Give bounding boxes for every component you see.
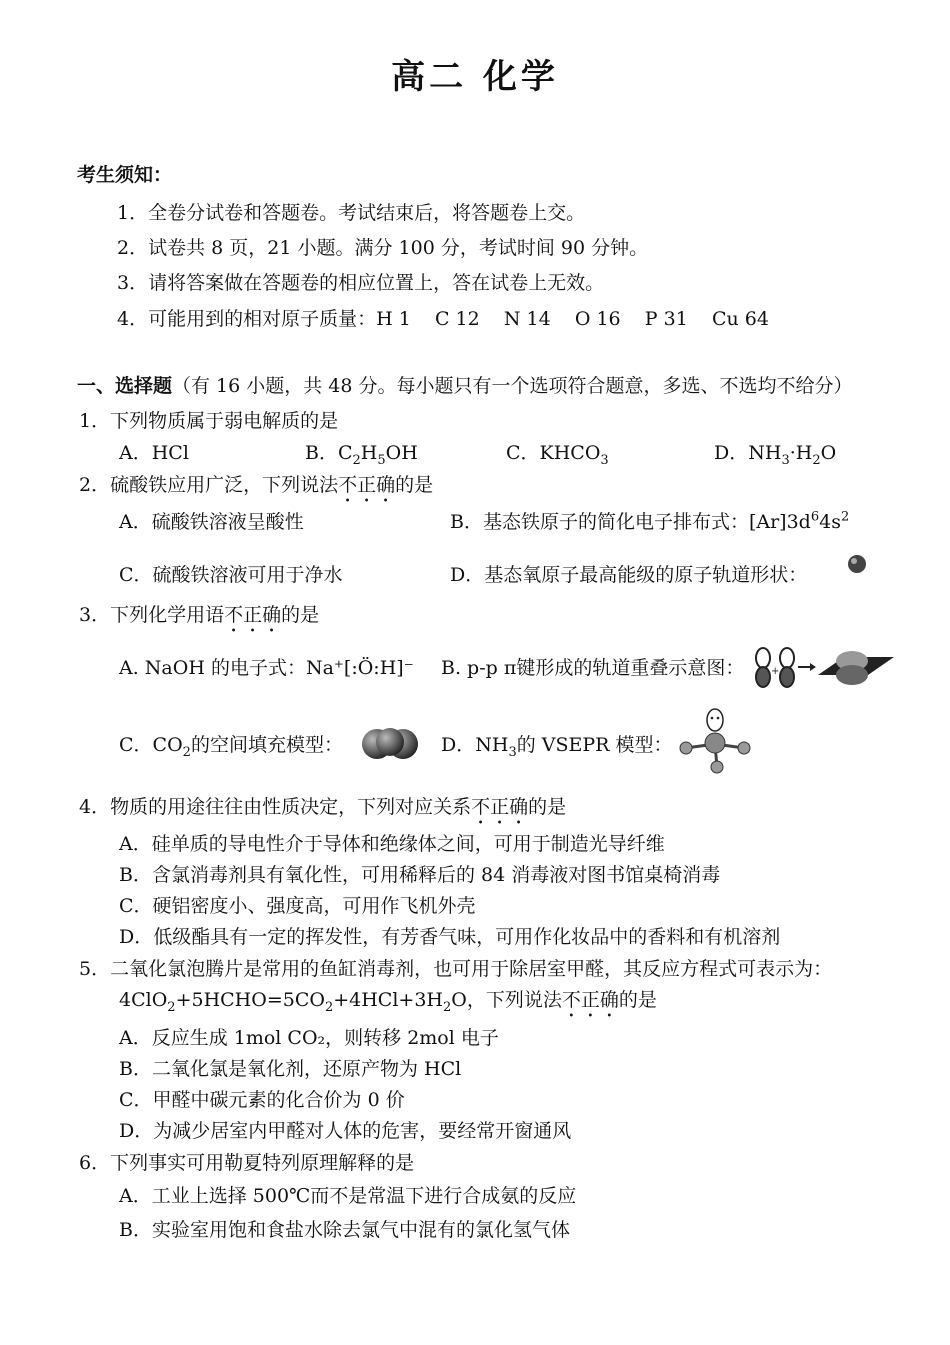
question-stem [79,603,319,637]
question-stem [79,795,566,829]
question-stem: 5．二氧化氯泡腾片是常用的鱼缸消毒剂，也可用于除居室甲醛，其反应方程式可表示为： [79,958,833,980]
option-b-prefix: B．C [305,442,353,464]
section-label: 一、选择题 [77,375,173,397]
emphasis-text: 不正确 [338,474,396,496]
option-b-prefix: B．基态铁原子的简化电子排布式：[Ar]3d [450,511,811,533]
notice-item: 2．试卷共 8 页，21 小题。满分 100 分，考试时间 90 分钟。 [117,237,649,259]
option-c: C．甲醛中碳元素的化合价为 0 价 [119,1089,405,1111]
formula-part: O [451,989,467,1011]
option-d-prefix: D．NH [714,442,782,464]
option-d: D．为减少居室内甲醛对人体的危害，要经常开窗通风 [119,1120,572,1142]
section-desc: （有 16 小题，共 48 分。每小题只有一个选项符合题意，多选、不选均不给分） [172,375,853,397]
stem-text: 4．物质的用途往往由性质决定，下列对应关系 [79,796,472,818]
option-b [450,510,849,534]
subscript: 2 [324,999,334,1015]
question-stem: 1．下列物质属于弱电解质的是 [79,410,339,432]
option-b: B．含氯消毒剂具有氧化性，可用稀释后的 84 消毒液对图书馆桌椅消毒 [119,864,721,886]
option-d-prefix: D．NH [441,734,509,756]
superscript: 2 [840,509,850,525]
spherical-orbital-icon [846,553,868,575]
subscript: 2 [182,744,191,760]
formula-part: 4ClO [119,989,168,1011]
option-a: A．硅单质的导电性介于导体和绝缘体之间，可用于制造光导纤维 [119,833,665,855]
formula-part: 4s [819,511,841,533]
pi-bond-overlap-icon [752,645,898,689]
option-d: D．基态氧原子最高能级的原子轨道形状： [450,564,808,586]
option-d-text: 的 VSEPR 模型： [516,734,673,756]
notice-item: 1．全卷分试卷和答题卷。考试结束后，将答题卷上交。 [117,202,586,224]
formula-part: O [820,442,837,464]
option-b: B．二氧化氯是氧化剂，还原产物为 HCl [119,1058,462,1080]
stem-text: 的是 [528,796,567,818]
question-stem [79,473,433,507]
stem-text: 的是 [618,989,657,1011]
option-c [119,733,343,760]
option-b [305,441,418,468]
formula-part: +5HCHO=5CO [175,989,325,1011]
option-b: B．实验室用饱和食盐水除去氯气中混有的氯化氢气体 [119,1219,570,1241]
emphasis-text: 不正确 [471,796,529,818]
question-stem: 6．下列事实可用勒夏特列原理解释的是 [79,1152,415,1174]
subscript: 3 [781,452,790,468]
subscript: 3 [508,744,517,760]
co2-space-filling-model-icon [360,720,420,768]
option-d: D．低级酯具有一定的挥发性，有芳香气味，可用作化妆品中的香料和有机溶剂 [119,926,781,948]
option-c-text: 的空间填充模型： [190,734,343,756]
option-a: A．HCl [119,442,189,464]
stem-text: 2．硫酸铁应用广泛，下列说法 [79,474,339,496]
subscript: 2 [443,999,452,1015]
emphasis-text: 不正确 [561,989,619,1011]
page-title: 高二 化学 [391,57,559,97]
option-b: B. p-p π键形成的轨道重叠示意图： [441,657,745,679]
formula-part: ·H [789,442,813,464]
svg-text:+: + [771,666,780,677]
option-c: C．硫酸铁溶液可用于净水 [119,564,343,586]
notice-item: 4．可能用到的相对原子质量：H 1 C 12 N 14 O 16 P 31 Cu 64 [117,308,769,330]
superscript: 6 [810,509,820,525]
option-a: A. NaOH 的电子式：Na⁺[:Ö:H]⁻ [119,657,414,679]
subscript: 2 [167,999,176,1015]
subscript: 2 [352,452,361,468]
option-d [714,441,837,468]
notice-item: 3．请将答案做在答题卷的相应位置上，答在试卷上无效。 [117,272,605,294]
nh3-vsepr-model-icon [676,708,756,774]
equation-line [119,988,657,1022]
subscript: 3 [600,452,609,468]
subscript: 2 [812,452,821,468]
formula-part: +4HCl+3H [333,989,444,1011]
option-c [506,441,609,468]
stem-text: ，下列说法 [466,989,562,1011]
notice-heading: 考生须知： [77,164,173,186]
stem-text: 3．下列化学用语 [79,604,225,626]
option-c: C．硬铝密度小、强度高，可用作飞机外壳 [119,895,476,917]
section-heading [77,374,853,398]
option-a: A．硫酸铁溶液呈酸性 [119,511,304,533]
stem-text: 的是 [395,474,434,496]
option-c-prefix: C．KHCO [506,442,601,464]
stem-text: 的是 [281,604,320,626]
option-a: A．反应生成 1mol CO₂，则转移 2mol 电子 [119,1027,499,1049]
formula-part: OH [385,442,418,464]
option-c-prefix: C．CO [119,734,183,756]
emphasis-text: 不正确 [224,604,282,626]
formula-part: H [360,442,378,464]
option-d [441,733,673,760]
option-a: A．工业上选择 500℃而不是常温下进行合成氨的反应 [119,1185,577,1207]
subscript: 5 [377,452,386,468]
